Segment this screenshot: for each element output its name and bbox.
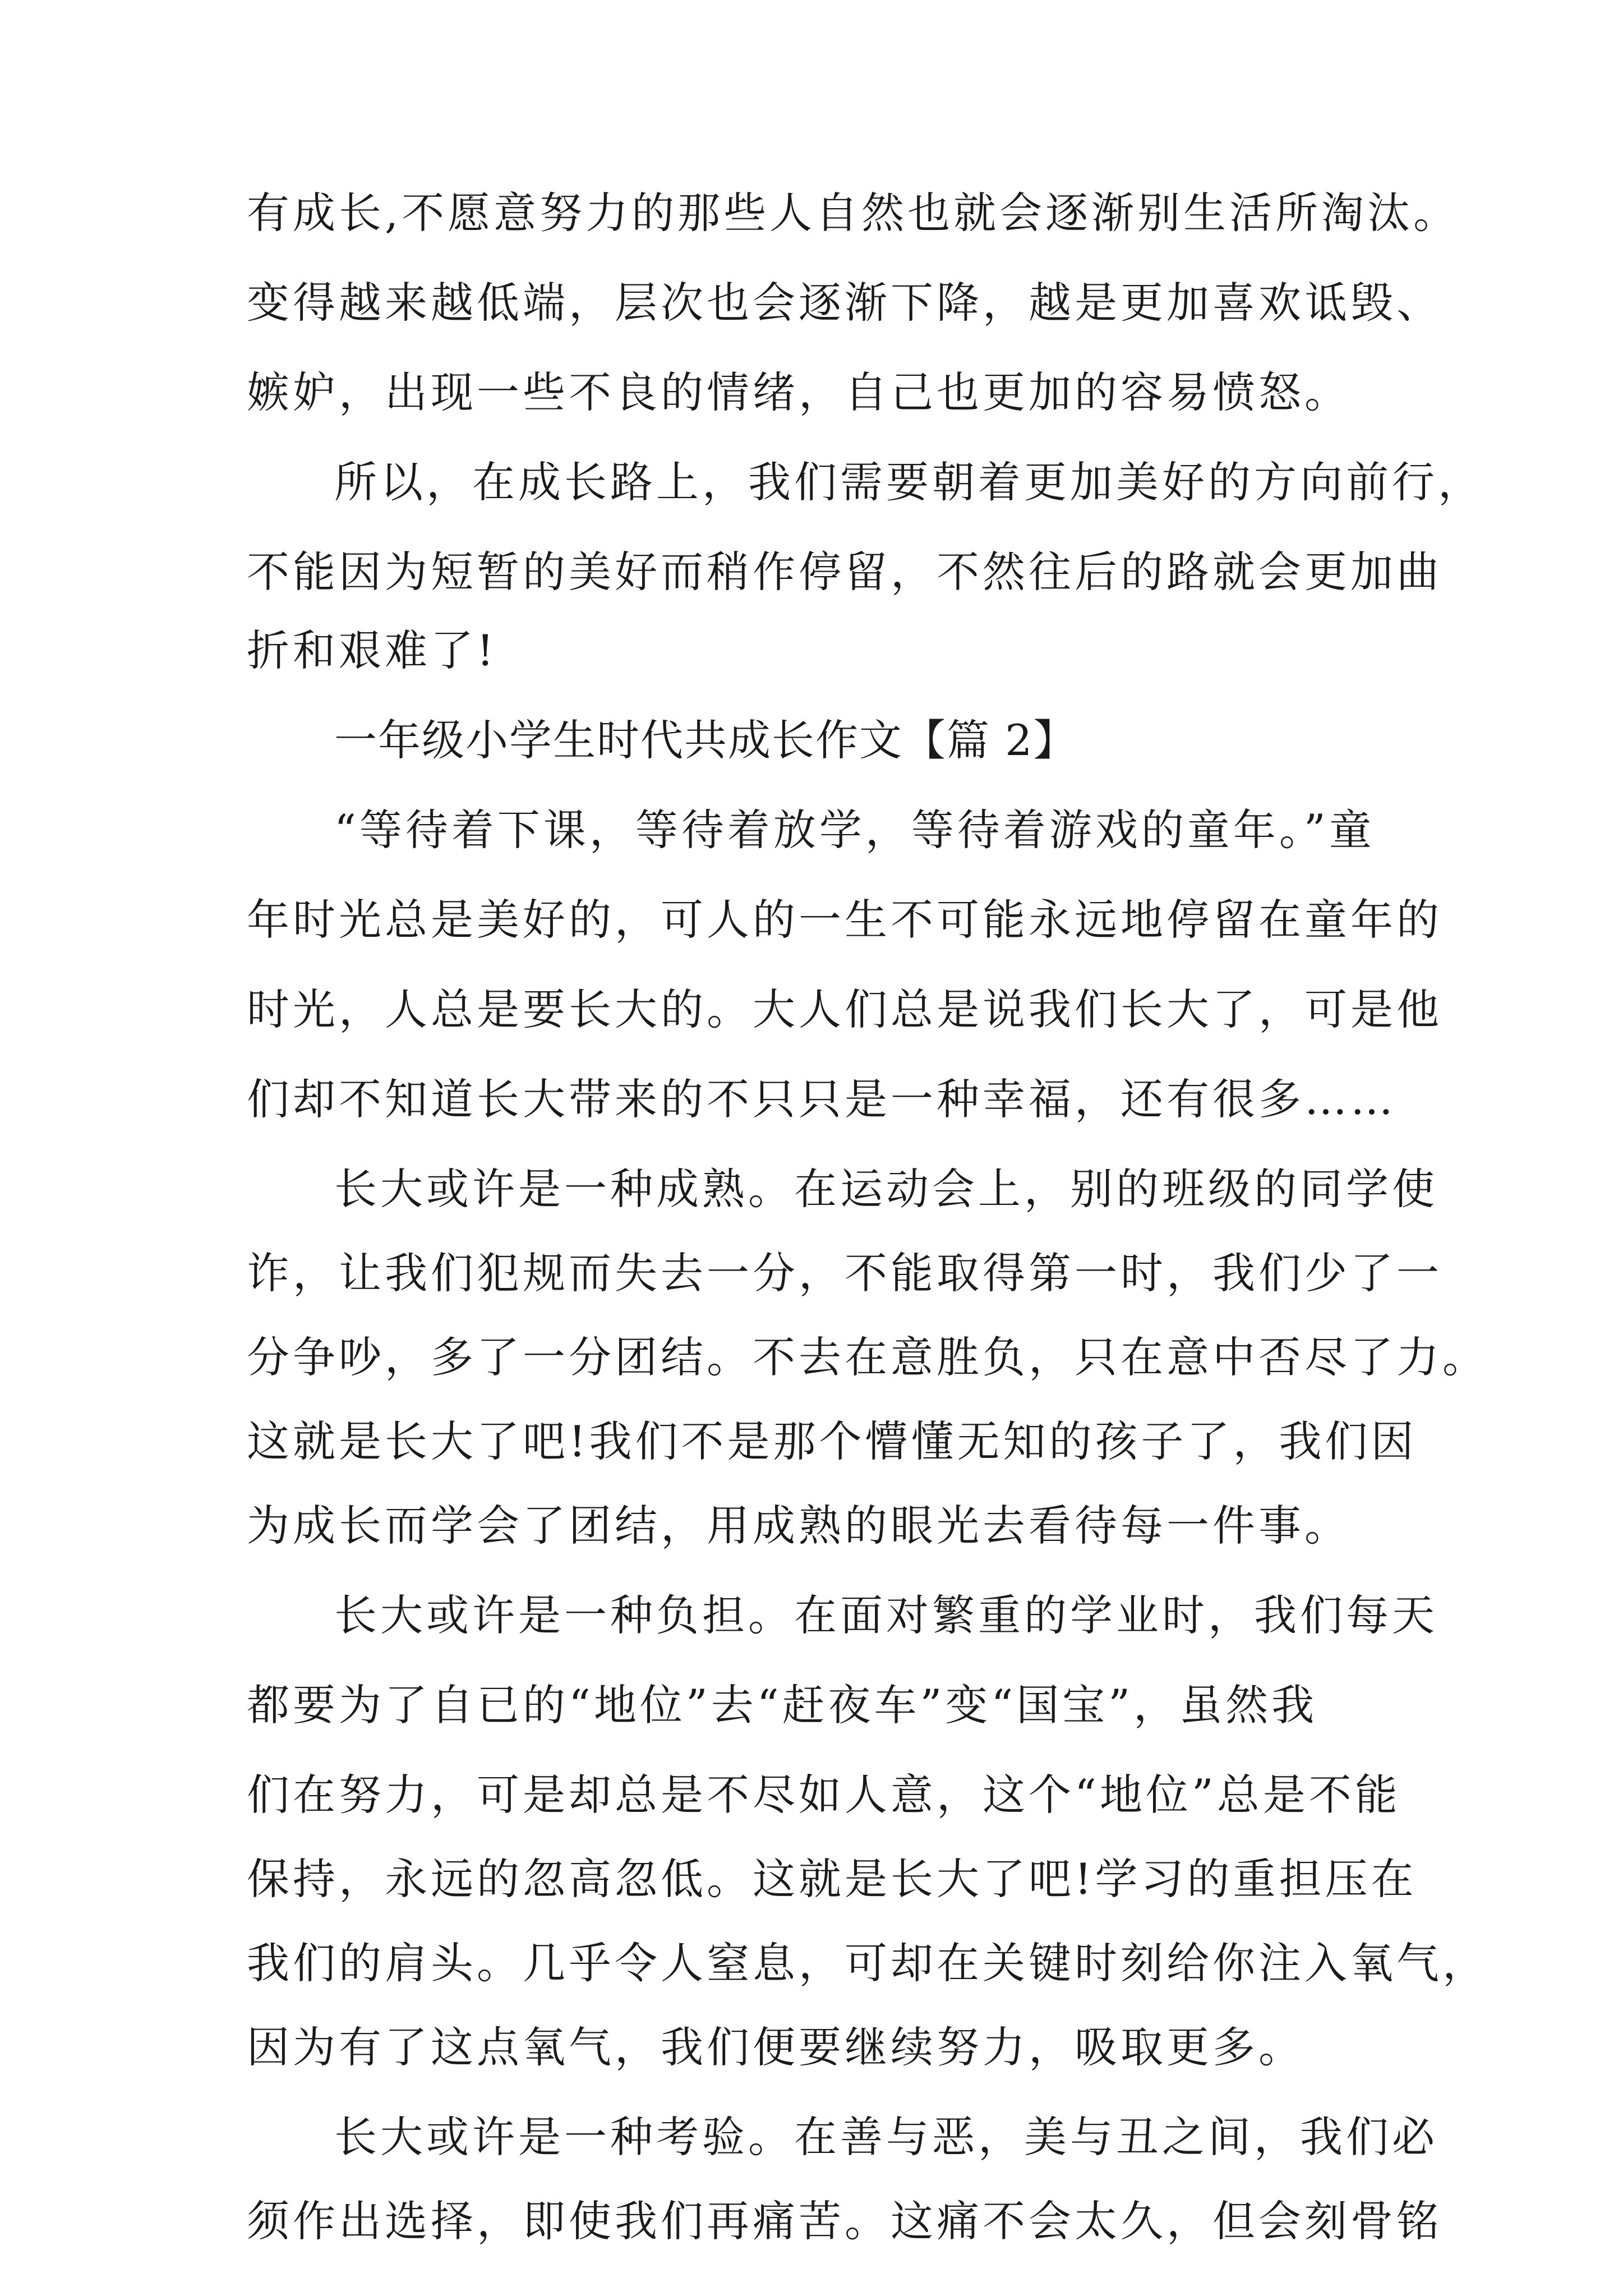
text-line-4: 所以，在成长路上，我们需要朝着更加美好的方向前行， (334, 457, 1484, 507)
text-line-19: 们在努力，可是却总是不尽如人意，这个“地位”总是不能 (247, 1770, 1401, 1820)
text-line-3: 嫉妒，出现一些不良的情绪，自己也更加的容易愤怒。 (247, 367, 1350, 417)
text-line-11: 们却不知道长大带来的不只只是一种幸福，还有很多…… (247, 1074, 1396, 1124)
text-line-8: “等待着下课，等待着放学，等待着游戏的童年。”童 (334, 805, 1375, 855)
text-line-20: 保持，永远的忽高忽低。这就是长大了吧!学习的重担压在 (247, 1854, 1417, 1904)
text-line-9: 年时光总是美好的，可人的一生不可能永远地停留在童年的 (247, 895, 1442, 945)
text-line-18: 都要为了自已的“地位”去“赶夜车”变“国宝”，虽然我 (247, 1680, 1318, 1730)
text-line-21: 我们的肩头。几乎令人窒息，可却在关键时刻给你注入氧气， (247, 1938, 1488, 1988)
text-line-24: 须作出选择，即使我们再痛苦。这痛不会太久，但会刻骨铭 (247, 2196, 1442, 2246)
section-heading: 一年级小学生时代共成长作文【篇 2】 (334, 715, 1077, 765)
text-line-13: 诈，让我们犯规而失去一分，不能取得第一时，我们少了一 (247, 1248, 1442, 1298)
text-line-10: 时光，人总是要长大的。大人们总是说我们长大了，可是他 (247, 984, 1442, 1034)
text-line-15: 这就是长大了吧!我们不是那个懵懂无知的孩子了，我们因 (247, 1416, 1417, 1466)
text-line-17: 长大或许是一种负担。在面对繁重的学业时，我们每天 (334, 1590, 1438, 1640)
text-line-16: 为成长而学会了团结，用成熟的眼光去看待每一件事。 (247, 1501, 1350, 1550)
text-line-23: 长大或许是一种考验。在善与恶，美与丑之间，我们必 (334, 2112, 1438, 2162)
text-line-5: 不能因为短暂的美好而稍作停留，不然往后的路就会更加曲 (247, 547, 1442, 597)
text-line-14: 分争吵，多了一分团结。不去在意胜负，只在意中否尽了力。 (247, 1332, 1488, 1382)
text-line-22: 因为有了这点氧气，我们便要继续努力，吸取更多。 (247, 2022, 1304, 2072)
text-line-2: 变得越来越低端，层次也会逐渐下降，越是更加喜欢诋毁、 (247, 278, 1442, 328)
text-line-1: 有成长,不愿意努力的那些人自然也就会逐渐别生活所淘汰。 (247, 188, 1460, 238)
text-line-12: 长大或许是一种成熟。在运动会上，别的班级的同学使 (334, 1164, 1438, 1214)
text-line-6: 折和艰难了! (247, 625, 497, 675)
